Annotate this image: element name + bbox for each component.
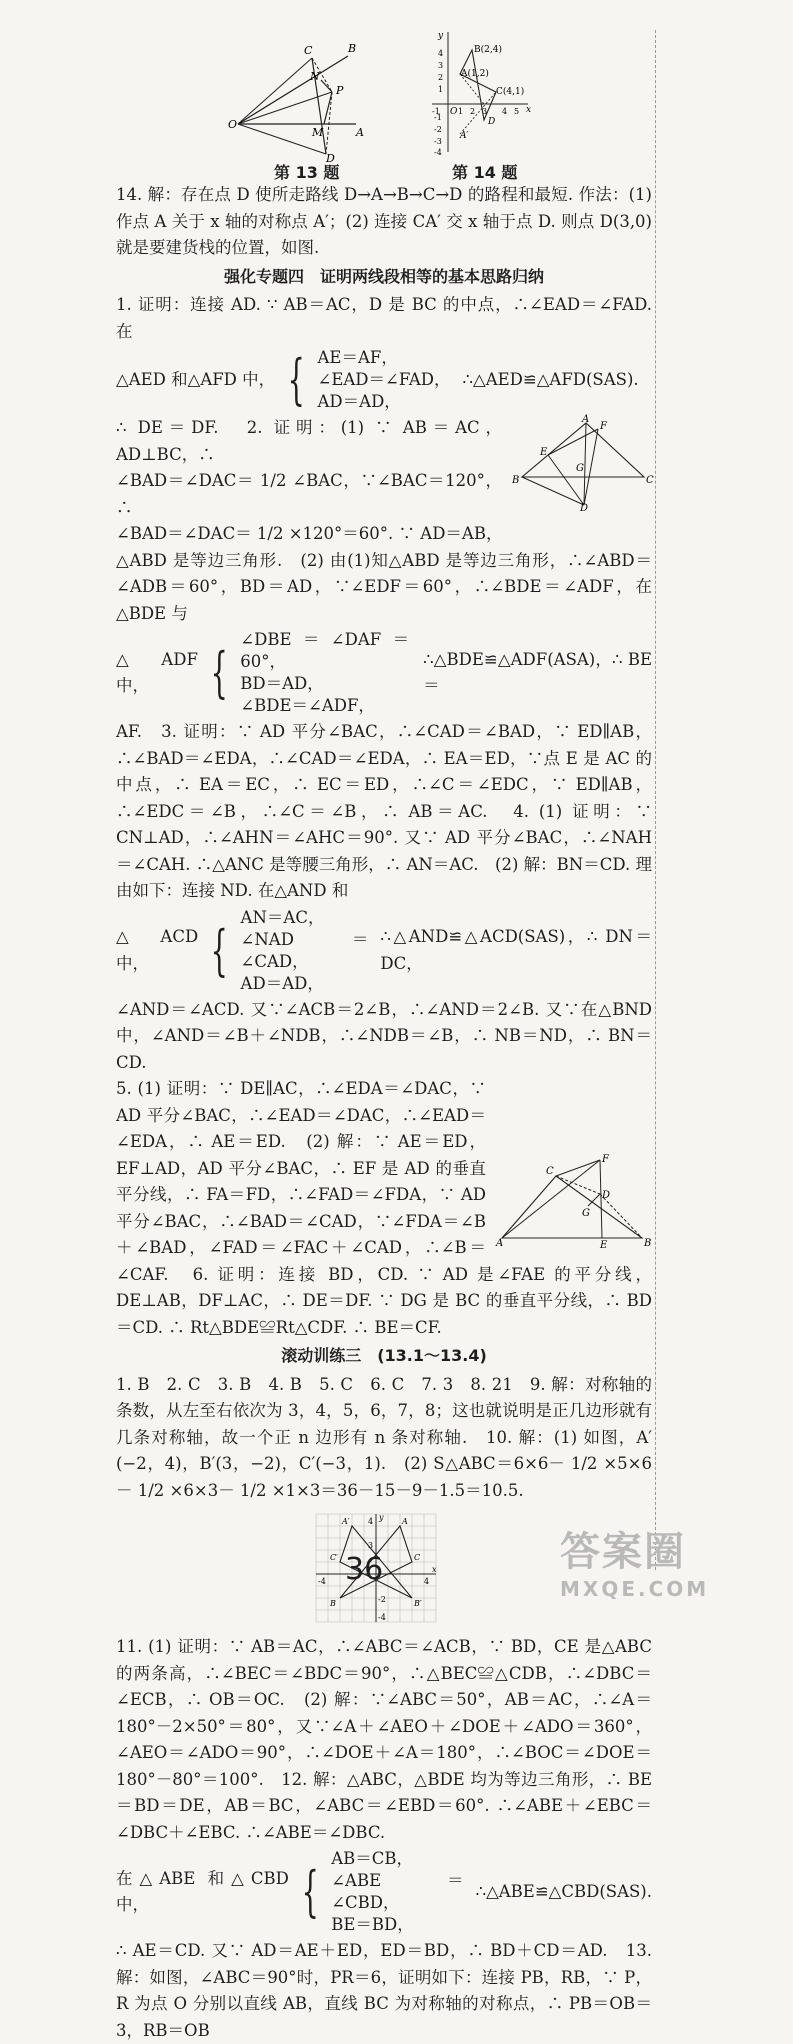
fig14-tick-y: -2 — [434, 125, 442, 134]
grid-label: y — [379, 1513, 384, 1522]
q12-system-line: ∠ABE＝∠CBD， — [331, 1871, 464, 1912]
grid-label: A — [402, 1517, 408, 1526]
fig14-tick-x: 3 — [482, 107, 488, 116]
fig13-label-c: C — [304, 44, 313, 57]
svg-text:A: A — [582, 414, 590, 425]
q2-system-conclusion: ∴△BDE≌△ADF(ASA)，∴ BE＝ — [423, 649, 652, 695]
fig14-tick-y: 2 — [438, 73, 444, 82]
svg-text:F: F — [600, 421, 607, 432]
svg-text:B: B — [512, 475, 520, 486]
answer-q14: 14. 解：存在点 D 使所走路线 D→A→B→C→D 的路程和最短. 作法：(1) 作点 A 关于 x 轴的对称点 A′；(2) 连接 CA′ 交 x 轴于点 D. 则点 D(3,0) 就是要建货栈的位置，如图. — [116, 185, 652, 257]
brace-icon: { — [301, 1860, 319, 1923]
svg-text:E: E — [600, 1240, 608, 1251]
q12-system-prefix: 在△ABE 和△CBD 中， — [116, 1868, 289, 1914]
column-divider — [655, 30, 656, 1570]
fig14-label-a: A(1,2) — [461, 69, 489, 79]
q4-system-line: ∠NAD＝∠CAD， — [240, 929, 369, 971]
svg-text:G: G — [576, 463, 584, 474]
fig13-label-b: B — [348, 42, 357, 55]
q2-system-prefix: △ADF 中， — [116, 649, 198, 695]
grid-label: B — [330, 1599, 336, 1608]
svg-text:G: G — [582, 1208, 590, 1219]
q1-system-conclusion: ∴△AED≌△AFD(SAS). — [462, 369, 639, 389]
grid-label: B′ — [414, 1599, 422, 1608]
figure-13-caption: 第 13 题 — [274, 163, 340, 182]
grid-label: -4 — [318, 1577, 326, 1586]
grid-label: C′ — [330, 1553, 338, 1562]
q4-system-line: AN＝AC， — [240, 907, 325, 927]
page-number: 36 — [345, 1552, 384, 1587]
q4-system-conclusion: ∴△AND≌△ACD(SAS)，∴ DN＝DC， — [380, 927, 652, 973]
svg-text:B: B — [644, 1238, 652, 1249]
svg-text:D: D — [602, 1190, 611, 1201]
grid-label: 3 — [368, 1541, 374, 1550]
q12-equation-system — [116, 1848, 652, 1936]
fig13-label-o: O — [228, 118, 238, 131]
fig14-label-d: D — [488, 117, 496, 127]
watermark-text: 答案圈 — [560, 1529, 686, 1575]
q1-system-line: ∠EAD＝∠FAD， — [317, 370, 451, 389]
fig14-label-y: y — [438, 31, 444, 41]
q2-equation-system — [116, 629, 652, 717]
section-heading-reinforcement: 强化专题四 证明两线段相等的基本思路归纳 — [223, 266, 544, 286]
fig13-label-a: A — [356, 126, 364, 139]
fig14-tick-x: 5 — [514, 107, 520, 116]
fig14-tick-y: 4 — [438, 49, 444, 58]
q4-system-line: AD＝AD， — [240, 973, 324, 993]
grid-label: C — [414, 1553, 421, 1562]
answer-column — [116, 0, 654, 2040]
answer-q5-q6: 5. (1) 证明：∵ DE∥AC，∴∠EDA＝∠DAC，∵ AD 平分∠BAC，∴∠EAD＝∠DAC，∴∠EAD＝∠EDA，∴ AE＝ED. (2) 解：∵ AE＝ED，EF⊥AD，AD 平分∠BAC，∴ EF 是 AD 的垂直平分线，∴ FA＝FD，∴∠FAD＝∠FDA，∵ AD 平分∠BAC，∴∠BAD＝∠CAD，∵∠FDA＝∠B＋∠BAD，∠FAD＝∠FAC＋∠CAD，∴∠B＝∠CAF. 6. 证明：连接 BD，CD. ∵ AD 是∠FAE 的平分线，DE⊥AB，DF⊥AC，∴ DE＝DF. ∵ DG 是 BC 的垂直平分线，∴ BD＝CD. ∴ Rt△BDE≌Rt△CDF. ∴ BE＝CF. — [116, 1079, 652, 1337]
answer-q4-end: ∠AND＝∠ACD. 又∵∠ACB＝2∠B，∴∠AND＝2∠B. 又∵在△BND 中，∠AND＝∠B＋∠NDB，∴∠NDB＝∠B，∴ NB＝ND，∴ BN＝CD. — [116, 999, 652, 1072]
brace-icon: { — [210, 641, 228, 704]
watermark-url: MXQE.COM — [560, 1577, 710, 1601]
q1-system-prefix: △AED 和△AFD 中， — [116, 369, 276, 389]
answer-q13: ∴ AE＝CD. 又∵ AD＝AE＋ED，ED＝BD，∴ BD＋CD＝AD. 13. 解：如图，∠ABC＝90°时，PR＝6，证明如下：连接 PB，RB，∵ P，R 为点 O 分别以直线 AB，直线 BC 为对称轴的对称点，∴ PB＝OB＝3，RB＝OB — [116, 1941, 652, 2040]
fig14-label-a-prime: A′ — [460, 131, 469, 141]
brace-icon: { — [210, 918, 228, 982]
answer-q3-q4: AF. 3. 证明：∵ AD 平分∠BAC，∴∠CAD＝∠BAD，∵ ED∥AB，∴∠BAD＝∠EDA，∴∠CAD＝∠EDA，∴ EA＝ED，∵点 E 是 AC 的中点，∴ EA＝EC，∴ EC＝ED，∴∠C＝∠EDC，∵ ED∥AB，∴∠EDC＝∠B，∴∠C＝∠B，∴ AB＝AC. 4. (1) 证明：∵ CN⊥AD，∴∠AHN＝∠AHC＝90°. 又∵ AD 平分∠BAC，∴∠NAH＝∠CAH. ∴△ANC 是等腰三角形，∴ AN＝AC. (2) 解：BN＝CD. 理由如下：连接 ND. 在△AND 和 — [116, 722, 652, 900]
q1-system-line: AD＝AD， — [317, 392, 401, 411]
answer-q2-c: ∠BAD＝∠DAC＝ 1/2 ×120°＝60°. ∵ AD＝AB， — [116, 524, 503, 543]
fig13-label-m: M — [312, 126, 324, 139]
grid-label: 4 — [368, 1517, 374, 1526]
figure-14-caption: 第 14 题 — [452, 163, 518, 182]
svg-text:A: A — [496, 1238, 504, 1249]
svg-text:D: D — [580, 503, 589, 514]
q1-system-line: AE＝AF， — [317, 348, 398, 367]
fig14-tick-x: -1 — [432, 107, 440, 116]
fig14-tick-y: -1 — [434, 113, 442, 122]
fig14-tick-x: 1 — [458, 107, 464, 116]
answer-q2-a: ∴ DE＝DF. 2. 证明：(1) ∵ AB＝AC，AD⊥BC，∴ — [116, 418, 502, 464]
fig13-label-n: N — [310, 70, 320, 83]
q2-system-line: ∠DBE＝∠DAF＝60°， — [240, 630, 410, 671]
figure-14-diagram — [428, 28, 538, 156]
grid-label: 4 — [424, 1577, 430, 1586]
fig14-tick-y: -4 — [434, 148, 442, 157]
q2-system-line: BD＝AD， — [240, 674, 324, 693]
svg-text:C: C — [646, 475, 654, 486]
answer-q11-q12: 11. (1) 证明：∵ AB＝AC，∴∠ABC＝∠ACB，∵ BD，CE 是△ABC 的两条高，∴∠BEC＝∠BDC＝90°，∴△BEC≌△CDB，∴∠DBC＝∠ECB，∴ OB＝OC. (2) 解：∵∠ABC＝50°，AB＝AC，∴∠A＝180°－2×50°＝80°，又∵∠A＋∠AEO＋∠DOE＋∠ADO＝360°，∠AEO＝∠ADO＝90°，∴∠DOE＋∠A＝180°，∴∠BOC＝∠DOE＝180°－80°＝100°. 12. 解：△ABC，△BDE 均为等边三角形，∴ BE＝BD＝DE，AB＝BC，∠ABC＝∠EBD＝60°. ∴∠ABE＋∠EBC＝∠DBC＋∠EBC. ∴∠ABE＝∠DBC. — [116, 1637, 652, 1842]
q1-equation-system — [116, 347, 652, 413]
fig14-label-o: O — [450, 107, 458, 117]
q4-system-prefix: △ACD 中， — [116, 927, 199, 973]
figure-row — [116, 0, 652, 182]
answer-q2-d: △ABD 是等边三角形. (2) 由(1)知△ABD 是等边三角形，∴∠ABD＝∠ADB＝60°，BD＝AD，∵∠EDF＝60°，∴∠BDE＝∠ADF，在△BDE 与 — [116, 550, 652, 623]
q12-system-conclusion: ∴△ABE≌△CBD(SAS). — [475, 1881, 652, 1901]
grid-label: A′ — [342, 1517, 350, 1526]
svg-text:C: C — [546, 1166, 554, 1177]
fig14-tick-y: 1 — [438, 85, 444, 94]
brace-icon: { — [287, 348, 305, 411]
svg-text:E: E — [540, 447, 548, 458]
section-heading-rolling: 滚动训练三 (13.1～13.4) — [281, 1346, 487, 1365]
answer-rolling-1-10: 1. B 2. C 3. B 4. B 5. C 6. C 7. 3 8. 21 9. 解：对称轴的条数，从左至右依次为 3，4，5，6，7，8；这也就说明是正几边形就有几条对称轴，故一个正 n 边形有 n 条对称轴. 10. 解：(1) 如图，A′(−2，4)，B′(3，−2)，C′(−3，1). (2) S△ABC＝6×6－ 1/2 ×5×6－ 1/2 ×6×3－ 1/2 ×1×3＝36－15－9－1.5＝10.5. — [116, 1374, 652, 1500]
fig14-tick-y: 3 — [438, 61, 444, 70]
q12-system-line: AB＝CB， — [331, 1849, 414, 1868]
fig14-label-x: x — [526, 105, 532, 115]
fig14-tick-y: -3 — [434, 137, 442, 146]
answer-q2-b: ∠BAD＝∠DAC＝ 1/2 ∠BAC，∵∠BAC＝120°，∴ — [116, 471, 502, 517]
fig13-label-p: P — [336, 84, 344, 97]
answer-text — [116, 182, 652, 2044]
grid-label: -4 — [378, 1613, 386, 1622]
figure-q2-triangle — [512, 414, 654, 514]
fig14-tick-x: 2 — [470, 107, 476, 116]
answer-q1-intro: 1. 证明：连接 AD. ∵ AB＝AC，D 是 BC 的中点，∴∠EAD＝∠FAD. 在 — [116, 295, 652, 341]
watermark-logo — [560, 1520, 790, 1600]
fig13-label-d: D — [326, 152, 335, 165]
fig14-label-c: C(4,1) — [496, 87, 525, 97]
q2-system-line: ∠BDE＝∠ADF， — [240, 696, 375, 715]
grid-label: x — [432, 1565, 437, 1574]
fig14-tick-x: 4 — [502, 107, 508, 116]
figure-q6-triangle — [496, 1154, 652, 1251]
q4-equation-system — [116, 907, 652, 995]
fig14-label-b: B(2,4) — [474, 45, 502, 55]
svg-text:F: F — [602, 1154, 609, 1165]
figure-13-diagram — [228, 34, 368, 164]
q12-system-line: BE＝BD， — [331, 1915, 414, 1934]
grid-label: -2 — [378, 1595, 386, 1604]
